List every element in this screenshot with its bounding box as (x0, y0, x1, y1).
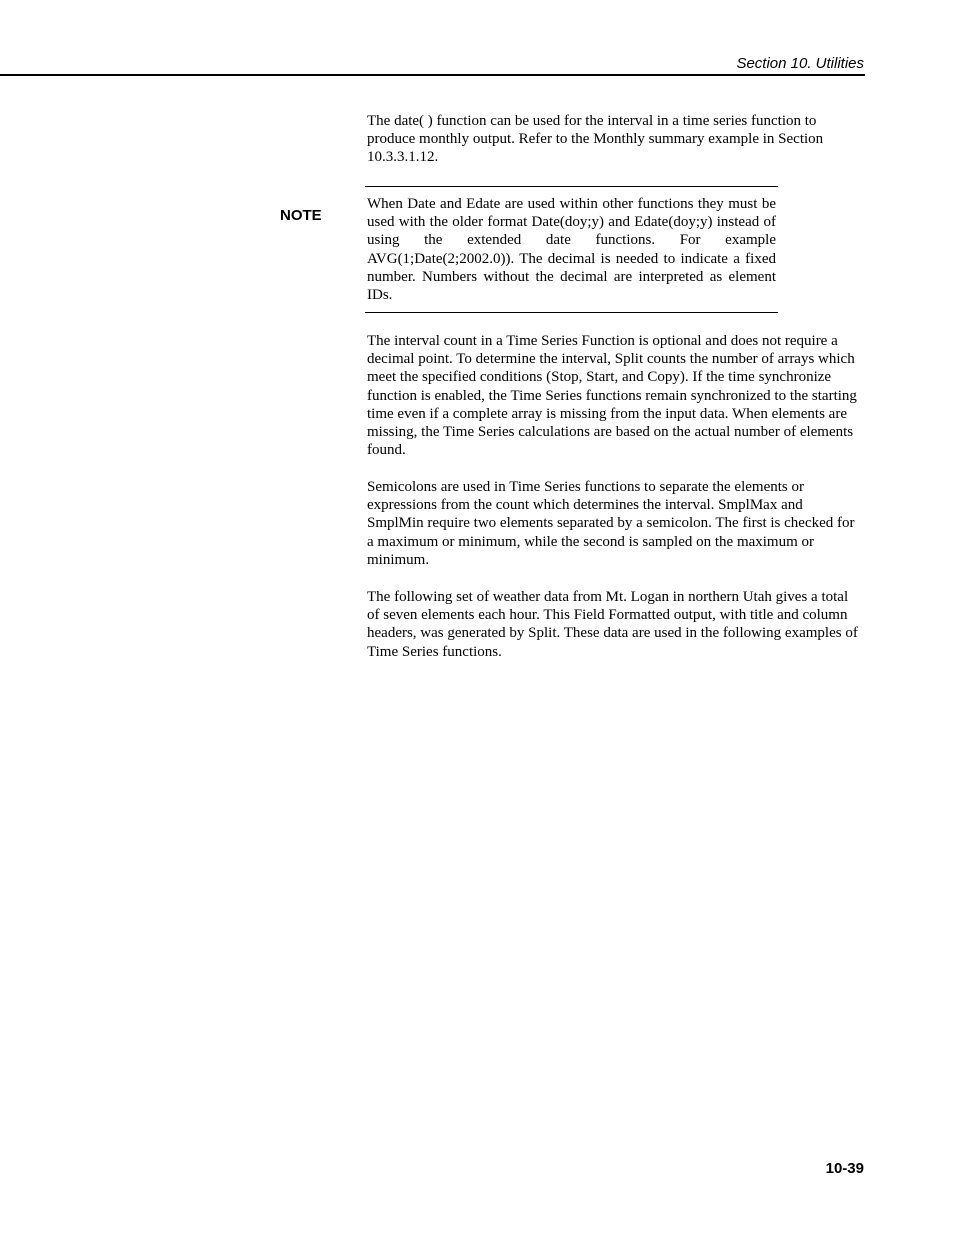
note-bottom-rule (365, 312, 778, 313)
paragraph-date-function: The date( ) function can be used for the interval in a time series function to produce monthly output. Refer to the Monthly summary example in Section 10.3.3.1.12. (367, 113, 824, 166)
note-text: When Date and Edate are used within other functions they must be used with the older format Date(doy;y) and Edate(doy;y) instead of using the extended date functions. For example AVG(1;Date(2;2002.0)). The decimal is needed to indicate a fixed number. Numbers without the decimal are interpreted as element IDs. (367, 196, 776, 304)
running-header: Section 10. Utilities (736, 55, 864, 72)
paragraph-semicolons: Semicolons are used in Time Series functions to separate the elements or expressions from the count which determines the interval. SmplMax and SmplMin require two elements separated by a semicolon. The first is checked for a maximum or minimum, while the second is sampled on the maximum or minimum. (367, 479, 855, 568)
page-number: 10-39 (825, 1160, 864, 1177)
paragraph-interval-count: The interval count in a Time Series Function is optional and does not require a decimal point. To determine the interval, Split counts the number of arrays which meet the specified conditions (Stop, Start, and Copy). If the time synchronize function is enabled, the Time Series functions remain synchronized to the starting time even if a complete array is missing from the input data. When elements are missing, the Time Series calculations are based on the actual number of elements found. (367, 333, 857, 459)
header-rule (0, 74, 865, 76)
paragraph-weather-data: The following set of weather data from Mt. Logan in northern Utah gives a total of seven elements each hour. This Field Formatted output, with title and column headers, was generated by Split. These data are used in the following examples of Time Series functions. (367, 589, 858, 660)
note-top-rule (365, 186, 778, 187)
note-label: NOTE (280, 207, 322, 224)
